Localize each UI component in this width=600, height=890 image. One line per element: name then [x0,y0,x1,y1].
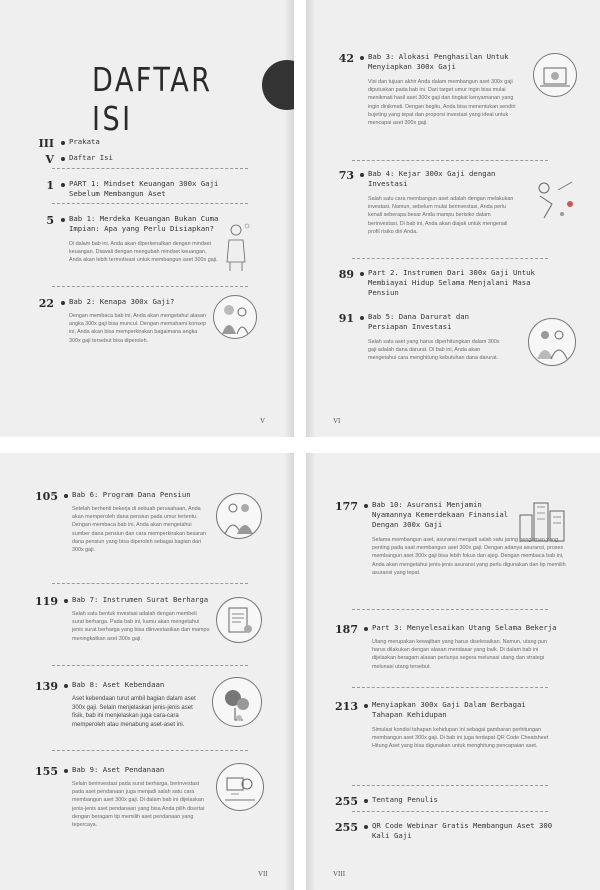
toc-title: Bab 5: Dana Darurat dan Persiapan Investasi [368,312,470,331]
toc-description: Salah satu cara membangun aset adalah dengan melakukan investasi. Namun, sebelum mulai berinvestasi, Anda perlu kenali seberapa besar Anda mampu berisiko dalam berinvestasi. Di bab ini, Anda akan diajak untuk mengenali profil risiko diri Anda. [368,196,514,235]
bullet-dot [61,301,65,305]
page-number: V [260,417,266,425]
dashed-separator [352,811,548,812]
bullet-dot [64,599,68,603]
page-fold-shadow [284,453,294,890]
toc-page-number: 255 [335,795,358,808]
toc-title: Prakata [69,137,100,146]
toc-title: Bab 3: Alokasi Penghasilan Untuk Menyiapkan 300x Gaji [368,52,509,71]
toc-page-number: 255 [335,821,358,834]
dashed-separator [52,665,248,666]
toc-page-number: 89 [338,268,354,281]
tangible-assets-illustration [212,677,262,727]
toc-description: Simulasi kondisi tahapan kehidupan ini sebagai gambaran perhitungan membangun aset 300x gaji. Di bab ini juga terdapat QR Code Cheatsheet Hitung Aset yang bisa digunakan untuk menghitung pencapaian aset. [372,727,549,750]
dashed-separator [352,609,548,610]
page-daftar-isi-vi [306,0,600,437]
people-discussing-illustration [213,295,257,339]
toc-title: Part 3: Menyelesaikan Utang Selama Bekerja [372,623,557,632]
bullet-dot [364,504,368,508]
toc-title: Daftar Isi [69,153,113,162]
toc-description: Di dalam bab ini, Anda akan diperkenalkan dengan mindset keuangan. Diawali dengan mengubah mindset keuangan. Anda akan lebih termotivasi untuk membangun aset 300x gaji. [69,241,218,264]
bullet-dot [364,825,368,829]
retirement-couple-illustration [216,493,262,539]
toc-page-number: 105 [35,490,58,503]
bullet-dot [364,627,368,631]
toc-description: Dengan membaca bab ini, Anda akan mengetahui alasan angka 300x gaji bisa muncul. Dengan memahami konsep ini, Anda akan bisa memperkirakan bagaimana angka 300x gaji tersebut bisa diperoleh. [69,313,206,344]
title-ink-circle [262,60,294,110]
toc-description: Setelah berhenti bekerja di sebuah perusahaan, Anda akan memperoleh dana pensiun pada umur tertentu. Dengan membaca bab ini, Anda akan mengetahui sumber dana pensiun dan cara memperkirakan besaran dana pensiun yang bisa diperoleh sebagai bagian dari 300x gaji. [72,506,206,554]
toc-page-number: 187 [335,623,358,636]
bullet-dot [364,704,368,708]
toc-page-number: 91 [338,312,354,325]
page-daftar-isi-vii [0,453,294,890]
toc-title: Bab 8: Aset Kebendaan [72,680,165,689]
dashed-separator [352,785,548,786]
toc-title: QR Code Webinar Gratis Membangun Aset 300 Kali Gaji [372,821,553,840]
toc-description: Utang merupakan kewajiban yang harus diselesaikan. Namun, utang pun harus dilakukan dengan alasan mendasar yang baik. Di dalam bab ini dijelaskan beragam alasan perlunya segera melunasi utang dan strategi melunasi utang tersebut. [372,639,548,670]
toc-description: Selain berinvestasi pada surat berharga, berinvestasi pada aset pendanaan juga menjadi salah satu cara membangun aset 300x gaji. Di dalam bab ini dijelaskan jenis-jenis aset pendanaan yang bisa Anda pilih disertai dengan beragam tip memilih aset pendanaan yang tepercaya. [72,781,205,829]
bullet-dot [64,769,68,773]
bullet-dot [360,56,364,60]
toc-page-number: 139 [35,680,58,693]
bullet-dot [64,494,68,498]
bullet-dot [360,272,364,276]
securities-document-illustration [216,597,262,643]
toc-description: Salah satu bentuk investasi adalah dengan membeli surat berharga. Pada bab ini, kamu akan mengetahui jenis surat berharga yang bisa diinvestasikan dan mampu meningkatkan aset 300x gaji. [72,611,210,642]
toc-title: Bab 1: Merdeka Keuangan Bukan Cuma Impian: Apa yang Perlu Disiapkan? [69,214,219,233]
toc-title: Bab 7: Instrumen Surat Berharga [72,595,209,604]
dashed-separator [352,687,548,688]
dashed-separator [52,286,248,287]
toc-page-number: 42 [338,52,354,65]
bullet-dot [64,684,68,688]
toc-page-number: 5 [46,214,54,227]
page-daftar-isi-v [0,0,294,437]
city-buildings-illustration [514,497,570,543]
toc-page-number: 213 [335,700,358,713]
toc-title: Tentang Penulis [372,795,438,804]
toc-page-number: III [38,137,54,150]
dashed-separator [52,750,248,751]
bullet-dot [61,183,65,187]
toc-page-number: 119 [35,595,58,608]
page-fold-shadow [306,453,316,890]
bullet-dot [61,141,65,145]
toc-title: Bab 4: Kejar 300x Gaji dengan Investasi [368,169,496,188]
investment-chase-illustration [524,170,580,226]
dashed-separator [352,160,548,161]
toc-page-number: V [45,153,54,166]
toc-title: Bab 10: Asuransi Menjamin Nyamannya Kemerdekaan Finansial Dengan 300x Gaji [372,500,509,529]
toc-title: Bab 2: Kenapa 300x Gaji? [69,297,175,306]
toc-page-number: 22 [38,297,54,310]
dashed-separator [52,203,248,204]
bullet-dot [61,157,65,161]
toc-title: Bab 9: Aset Pendanaan [72,765,165,774]
page-title: DAFTAR ISI [92,60,213,138]
emergency-fund-illustration [528,318,576,366]
toc-title: Part 2. Instrumen Dari 300x Gaji Untuk Membiayai Hidup Selama Menjalani Masa Pensiun [368,268,535,297]
bullet-dot [360,173,364,177]
toc-description: Salah satu aset yang harus diperhitungkan dalam 300x gaji adalah dana darurat. Di bab ini, Anda akan mengetahui cara menghitung kebutuhan dana darurat. [368,339,500,362]
toc-description: Aset kebendaan turut ambil bagian dalam aset 300x gaji. Selain menjelaskan jenis-jenis aset fisik, bab ini menjelaskan juga cara-cara memperoleh atau menabung aset-aset ini. [72,696,196,728]
page-number: VII [258,870,268,878]
toc-page-number: 1 [46,179,54,192]
page-daftar-isi-viii [306,453,600,890]
page-number: VIII [333,870,346,878]
page-fold-shadow [306,0,316,437]
toc-description: Visi dan tujuan akhir Anda dalam membangun aset 300x gaji diputuskan pada bab ini. Dari target umur ingin bisa mulai menikmati hasil aset 300x gaji dan tingkat kenyamanan yang ingin dinikmati. Dengan begitu, Anda bisa menentukan sendiri bujeting yang tepat dan proporsi investasi yang ideal untuk mencapai aset 300x gaji. [368,79,516,127]
person-thinking-illustration [221,222,251,272]
funding-assets-illustration [216,763,264,811]
toc-page-number: 155 [35,765,58,778]
page-number: VI [333,417,341,425]
money-allocation-illustration [533,53,577,97]
toc-description: Selama membangun aset, asuransi menjadi salah satu jaring pengaman yang penting pada saat membangun aset 300x gaji. Dengan adanya asuransi, proses membangun aset 300x gaji bisa lebih fokus dan ajeg. Dengan membaca bab ini, Anda akan mengetahui jenis-jenis asuransi yang perlu digunakan dan tip memilih asuransi yang tepat. [372,537,566,576]
bullet-dot [364,799,368,803]
bullet-dot [360,316,364,320]
toc-title: PART 1: Mindset Keuangan 300x Gaji Sebelum Membangun Aset [69,179,219,198]
dashed-separator [52,583,248,584]
dashed-separator [52,168,248,169]
bullet-dot [61,218,65,222]
toc-title: Menyiapkan 300x Gaji Dalam Berbagai Tahapan Kehidupan [372,700,526,719]
toc-title: Bab 6: Program Dana Pensiun [72,490,191,499]
toc-page-number: 73 [338,169,354,182]
dashed-separator [352,258,548,259]
toc-page-number: 177 [335,500,358,513]
